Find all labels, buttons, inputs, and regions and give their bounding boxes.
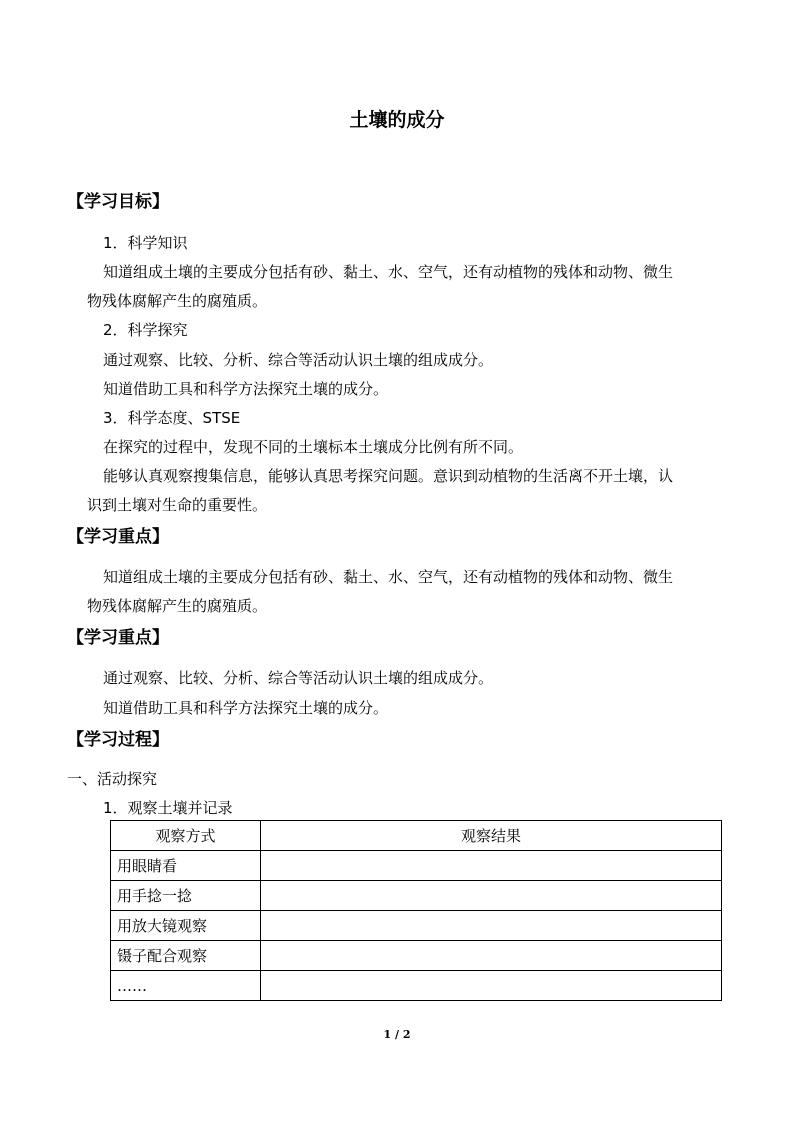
goal2-text-a: 通过观察、比较、分析、综合等活动认识土壤的组成成分。 bbox=[103, 351, 494, 369]
result-cell[interactable] bbox=[261, 851, 722, 881]
table-row bbox=[111, 941, 722, 971]
method-cell: …… bbox=[111, 971, 261, 1001]
method-cell: 镊子配合观察 bbox=[111, 941, 261, 971]
header-method: 观察方式 bbox=[111, 821, 261, 851]
goal3-text-c: 识到土壤对生命的重要性。 bbox=[87, 496, 268, 514]
table-row bbox=[111, 851, 722, 881]
result-cell[interactable] bbox=[261, 941, 722, 971]
goal1-label: 1．科学知识 bbox=[103, 234, 188, 252]
table-row bbox=[111, 971, 722, 1001]
key2-text-b: 知道借助工具和科学方法探究土壤的成分。 bbox=[103, 699, 389, 717]
activity1-label: 1．观察土壤并记录 bbox=[103, 799, 233, 817]
goal3-text-b: 能够认真观察搜集信息，能够认真思考探究问题。意识到动植物的生活离不开土壤，认 bbox=[103, 467, 674, 485]
goal3-text-a: 在探究的过程中，发现不同的土壤标本土壤成分比例有所不同。 bbox=[103, 438, 524, 456]
key1-text-a: 知道组成土壤的主要成分包括有砂、黏土、水、空气，还有动植物的残体和动物、微生 bbox=[103, 568, 674, 586]
heading-process: 【学习过程】 bbox=[67, 730, 169, 750]
method-cell: 用手捻一捻 bbox=[111, 881, 261, 911]
heading-key-points-1: 【学习重点】 bbox=[67, 527, 169, 547]
page-title: 土壤的成分 bbox=[349, 109, 445, 131]
method-cell: 用放大镜观察 bbox=[111, 911, 261, 941]
observation-table bbox=[110, 820, 722, 1001]
result-cell[interactable] bbox=[261, 971, 722, 1001]
result-cell[interactable] bbox=[261, 911, 722, 941]
heading-key-points-2: 【学习重点】 bbox=[67, 628, 169, 648]
table-header-row bbox=[111, 821, 722, 851]
key1-text-b: 物残体腐解产生的腐殖质。 bbox=[87, 597, 268, 615]
table-row bbox=[111, 881, 722, 911]
method-cell: 用眼睛看 bbox=[111, 851, 261, 881]
key2-text-a: 通过观察、比较、分析、综合等活动认识土壤的组成成分。 bbox=[103, 669, 494, 687]
result-cell[interactable] bbox=[261, 881, 722, 911]
table-row bbox=[111, 911, 722, 941]
goal2-label: 2．科学探究 bbox=[103, 321, 188, 339]
goal1-text-a: 知道组成土壤的主要成分包括有砂、黏土、水、空气，还有动植物的残体和动物、微生 bbox=[103, 263, 674, 281]
activity-heading: 一、活动探究 bbox=[67, 770, 158, 788]
header-result: 观察结果 bbox=[261, 821, 722, 851]
goal2-text-b: 知道借助工具和科学方法探究土壤的成分。 bbox=[103, 380, 389, 398]
goal3-label: 3．科学态度、STSE bbox=[103, 409, 241, 427]
heading-goals: 【学习目标】 bbox=[67, 192, 169, 212]
page-number: 1 / 2 bbox=[383, 1028, 411, 1041]
goal1-text-b: 物残体腐解产生的腐殖质。 bbox=[87, 292, 268, 310]
